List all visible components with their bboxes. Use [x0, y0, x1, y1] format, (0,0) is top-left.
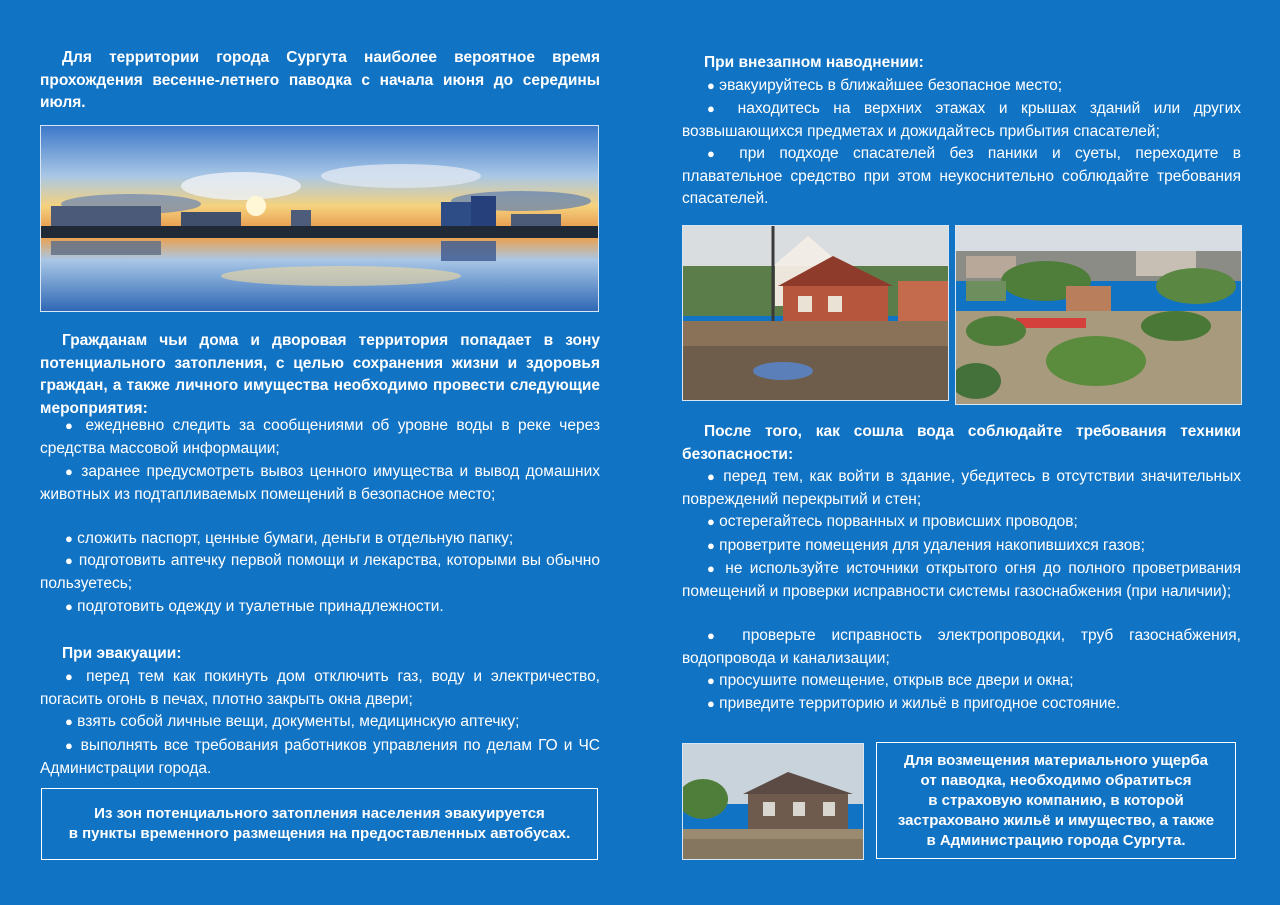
after-item: ● остерегайтесь порванных и провисших проводов; [707, 513, 1078, 530]
sudden-item: ● при подходе спасателей без паники и суеты, переходите в плавательное средство при этом неукоснительно соблюдайте требования спасателей. [682, 145, 1241, 207]
measure-item: ● сложить паспорт, ценные бумаги, деньги в отдельную папку; [65, 530, 514, 547]
bullet-icon: ● [707, 146, 725, 161]
intro-text: Для территории города Сургута наиболее вероятное время прохождения весенне-летнего паводка с начала июня до середины июля. [40, 49, 600, 111]
bullet-icon: ● [65, 418, 77, 433]
bullet-icon: ● [707, 469, 717, 484]
insurance-notice-box: Для возмещения материального ущерба от паводка, необходимо обратиться в страховую компанию, в которой застраховано жильё и имущество, а также в Администрацию города Сургута. [876, 742, 1236, 859]
bullet-icon: ● [65, 738, 75, 753]
bullet-icon: ● [707, 101, 725, 116]
evacuation-item: ● взять собой личные вещи, документы, медицинскую аптечку; [65, 713, 520, 730]
bullet-icon: ● [707, 78, 715, 93]
bullet-icon: ● [707, 628, 727, 643]
measure-item: ● ежедневно следить за сообщениями об уровне воды в реке через средства массовой информации; [40, 417, 600, 457]
bullet-icon: ● [707, 696, 715, 711]
after-item: ● просушите помещение, открыв все двери и окна; [707, 672, 1074, 689]
flooded-house-photo [682, 225, 949, 401]
after-water-heading: После того, как сошла вода соблюдайте требования техники безопасности: [682, 423, 1241, 463]
bullet-icon: ● [65, 531, 73, 546]
sudden-flood-heading: При внезапном наводнении: [704, 54, 924, 71]
bullet-icon: ● [65, 669, 78, 684]
flooded-village-photo [955, 225, 1242, 405]
bullet-icon: ● [65, 464, 75, 479]
flooded-wooden-house-photo [682, 743, 864, 860]
evacuation-notice-box: Из зон потенциального затопления населения эвакуируется в пункты временного размещения на предоставленных автобусах. [41, 788, 598, 860]
bullet-icon: ● [65, 553, 74, 568]
after-item: ● проверьте исправность электропроводки, труб газоснабжения, водопровода и канализации; [682, 627, 1241, 667]
measure-item: ● заранее предусмотреть вывоз ценного имущества и вывод домашних животных из подтапливаемых помещений в безопасное место; [40, 463, 600, 503]
bullet-icon: ● [707, 561, 718, 576]
after-item: ● приведите территорию и жильё в пригодное состояние. [707, 695, 1121, 712]
bullet-icon: ● [707, 514, 715, 529]
sudden-item: ● эвакуируйтесь в ближайшее безопасное место; [707, 77, 1062, 94]
bullet-icon: ● [707, 673, 715, 688]
evacuation-item: ● перед тем как покинуть дом отключить газ, воду и электричество, погасить огонь в печах, плотно закрыть окна двери; [40, 668, 600, 708]
after-item: ● не используйте источники открытого огня до полного проветривания помещений и проверки исправности системы газоснабжения (при наличии); [682, 560, 1241, 600]
evacuation-heading: При эвакуации: [62, 645, 182, 662]
after-item: ● перед тем, как войти в здание, убедитесь в отсутствии значительных повреждений перекрытий и стен; [682, 468, 1241, 508]
sudden-item: ● находитесь на верхних этажах и крышах зданий или других возвышающихся предметах и дожидайтесь прибытия спасателей; [682, 100, 1241, 140]
bullet-icon: ● [65, 599, 73, 614]
after-item: ● проветрите помещения для удаления накопившихся газов; [707, 537, 1145, 554]
measure-item: ● подготовить одежду и туалетные принадлежности. [65, 598, 444, 615]
citizens-heading: Гражданам чьи дома и дворовая территория попадает в зону потенциального затопления, с целью сохранения жизни и здоровья граждан, а также личного имущества необходимо провести следующие мероприятия: [40, 332, 600, 417]
bullet-icon: ● [707, 538, 715, 553]
evacuation-item: ● выполнять все требования работников управления по делам ГО и ЧС Администрации города. [40, 737, 600, 777]
measure-item: ● подготовить аптечку первой помощи и лекарства, которыми вы обычно пользуетесь; [40, 552, 600, 592]
bullet-icon: ● [65, 714, 73, 729]
city-panorama-photo [40, 125, 599, 312]
